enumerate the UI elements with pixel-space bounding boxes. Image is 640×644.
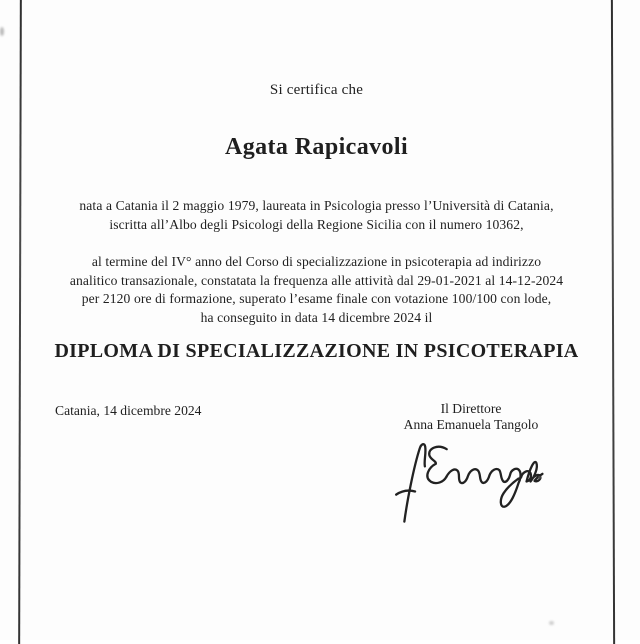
course-paragraph	[20, 253, 613, 327]
course-line: per 2120 ore di formazione, superato l’esame finale con votazione 100/100 con lode,	[81, 291, 552, 307]
director-name: Anna Emanuela Tangolo	[403, 416, 539, 432]
signer-block	[399, 401, 543, 433]
recipient-name: Agata Rapicavoli	[224, 134, 409, 160]
signature-svg	[391, 435, 546, 524]
intro-line: nata a Catania il 2 maggio 1979, laureata in Psicologia presso l’Università di Catania,	[79, 198, 554, 213]
diploma-title: DIPLOMA DI SPECIALIZZAZIONE IN PSICOTERAPIA	[54, 340, 579, 362]
course-line: al termine del IV° anno del Corso di specializzazione in psicoterapia ad indirizzo	[91, 254, 542, 269]
course-line: analitico transazionale, constatata la frequenza alle attività dal 29-01-2021 al 14-12-2024	[69, 272, 564, 288]
scan-smudge	[0, 27, 4, 36]
certify-line: Si certifica che	[269, 82, 364, 98]
course-line: ha conseguito in data 14 dicembre 2024 il	[200, 309, 433, 325]
director-title: Il Direttore	[440, 401, 502, 416]
handwritten-signature-icon	[391, 435, 546, 524]
scan-dot	[549, 621, 554, 625]
ink-dot	[538, 476, 541, 479]
intro-paragraph	[20, 197, 613, 234]
place-date: Catania, 14 dicembre 2024	[55, 403, 202, 418]
intro-line: iscritta all’Albo degli Psicologi della Regione Sicilia con il numero 10362,	[109, 216, 524, 232]
